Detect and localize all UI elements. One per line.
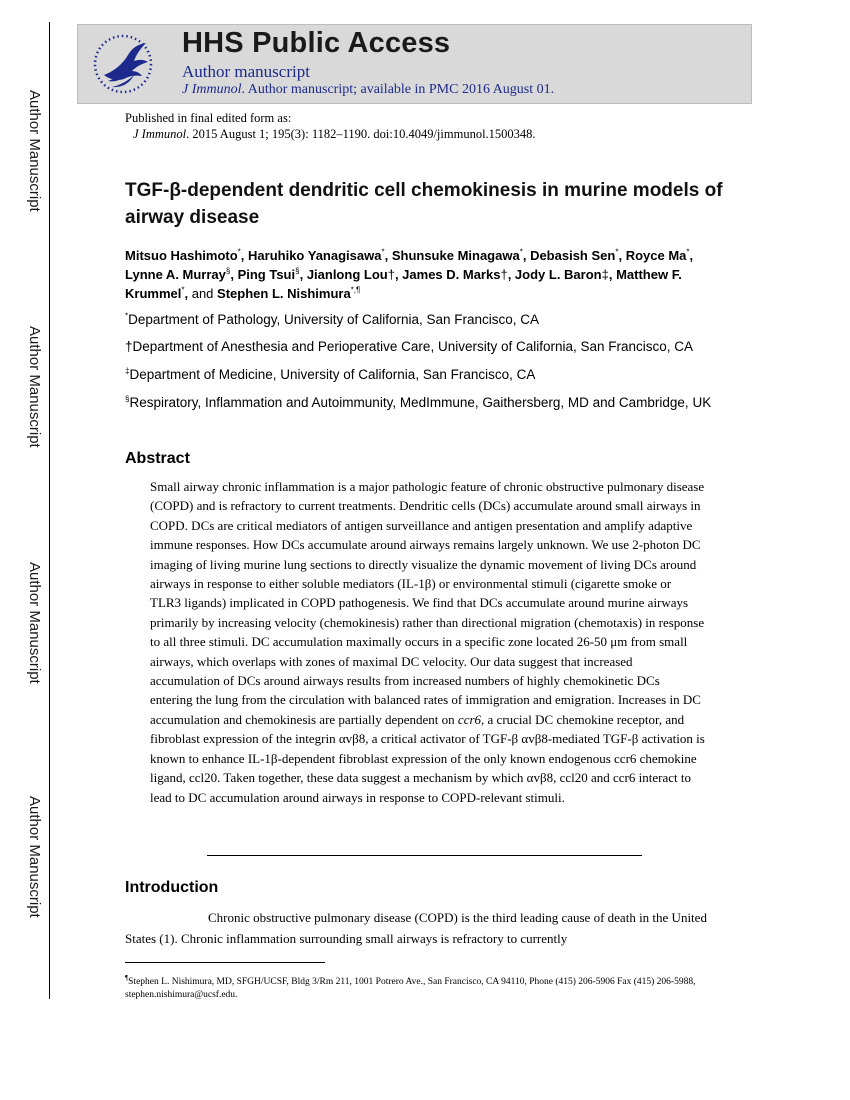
author-list: Mitsuo Hashimoto*, Haruhiko Yanagisawa*, Shunsuke Minagawa*, Debasish Sen*, Royce Ma*, Lynne A. Murray§, Ping Tsui§, Jianlong Lou†, James D. Marks†, Jody L. Baron‡, Matthew F. Krummel*, and Stephen L. Nishimura*,¶ [125,247,694,301]
author-mark: * [381,247,385,257]
abstract-text: , a crucial DC chemokine receptor, and fibroblast expression of the integrin αvβ8, a critical activator of TGF-β αvβ8-mediated TGF-β activation is known to enhance IL-1β-dependent fibroblast expression of the only known endogenous ccr6 chemokine ligand, ccl20. Taken together, these data suggest a mechanism by which αvβ8, ccl20 and ccr6 interact to lead to DC accumulation around airways in response to COPD-relevant stimuli. [150,711,705,805]
citation-text: . 2015 August 1; 195(3): 1182–1190. doi:10.4049/jimmunol.1500348. [186,127,536,141]
author-mark: § [225,266,231,276]
affiliation-text: Department of Pathology, University of California, San Francisco, CA [128,312,540,327]
author-mark: * [615,247,619,257]
availability-line [182,82,554,98]
affiliation [125,310,715,329]
footnote-text: Stephen L. Nishimura, MD, SFGH/UCSF, Bldg 3/Rm 211, 1001 Potrero Ave., San Francisco, CA 94110, Phone (415) 206-5906 Fax (415) 206-5988, stephen.nishimura@ucsf.edu. [125,977,696,1000]
author-name: Ping Tsui [237,267,296,282]
author-mark: ‡ [601,267,609,282]
author-name: Stephen L. Nishimura [217,286,351,301]
author-name: Mitsuo Hashimoto [125,248,238,263]
affiliation-text: Department of Medicine, University of California, San Francisco, CA [129,367,536,382]
author-mark: * [181,285,185,295]
footnote-mark: ¶ [125,973,129,982]
side-label-author-manuscript: Author Manuscript [26,796,43,918]
affiliation [125,337,715,356]
footnote-divider [125,962,325,963]
affiliation [125,393,715,412]
abstract-gene-name: ccr6 [457,711,482,727]
author-name: Jianlong Lou [306,267,388,282]
availability-text: . Author manuscript; available in PMC 2016 August 01. [241,82,555,97]
author-name: Jody L. Baron [514,267,602,282]
affiliation-mark: † [125,339,133,354]
author-name: Royce Ma [625,248,687,263]
author-mark: *,¶ [350,285,361,295]
author-mark: § [295,266,300,276]
author-name: Debasish Sen [530,248,616,263]
affiliation-mark: * [125,311,129,321]
abstract-text: Small airway chronic inflammation is a major pathologic feature of chronic obstructive pulmonary disease (COPD) and is refractory to current treatments. Dendritic cells (DCs) accumulate around small airways in COPD. DCs are critical mediators of antigen surveillance and antigen presentation and amplify adaptive immune responses. How DCs accumulate around airways remains largely unknown. We use 2-photon DC imaging of living murine lung sections to directly visualize the dynamic movement of living DCs around airways in response to either soluble mediators (IL-1β) or environmental stimuli (cigarette smoke or TLR3 ligands) implicated in COPD pathogenesis. We find that DCs accumulate around murine airways primarily by increasing velocity (chemokinesis) rather than directional migration (chemotaxis) in response to all three stimuli. DC accumulation maximally occurs in a specific zone located 26-50 μm from small airways, which overlaps with zones of maximal DC velocity. Our data suggest that increased accumulation of DCs around airways results from increased numbers of highly chemokinetic DCs entering the lung from the circulation with balanced rates of immigration and emigration. Increases in DC accumulation and chemokinesis are partially dependent on [150,479,705,727]
author-name: Lynne A. Murray [125,267,226,282]
hhs-eagle-logo-icon [90,31,160,97]
citation-line [133,127,536,142]
author-mark: † [500,267,508,282]
abstract-heading: Abstract [125,450,190,467]
hhs-title: HHS Public Access [182,27,451,59]
hhs-header [77,24,752,104]
author-name: Shunsuke Minagawa [391,248,520,263]
article-title: TGF-β-dependent dendritic cell chemokinesis in murine models of airway disease [125,180,723,228]
introduction-body: Chronic obstructive pulmonary disease (COPD) is the third leading cause of death in the United States (1). Chronic inflammation surrounding small airways is refractory to currently [125,910,707,946]
affiliation-mark: ‡ [125,366,130,376]
abstract-divider [207,855,642,856]
author-mark: * [686,247,690,257]
affiliation-text: Department of Anesthesia and Perioperative Care, University of California, San Francisco, CA [132,339,694,354]
author-mark: * [519,247,523,257]
author-name: Haruhiko Yanagisawa [248,248,382,263]
margin-divider [49,22,50,999]
affiliation-mark: § [125,394,130,404]
introduction-heading: Introduction [125,879,219,896]
affiliation [125,365,715,384]
side-label-author-manuscript: Author Manuscript [26,326,43,448]
published-label: Published in final edited form as: [125,111,292,125]
correspondence-footnote [125,973,725,1002]
author-name: Matthew F. Krummel [125,267,682,301]
citation-journal: J Immunol [133,127,187,141]
side-label-author-manuscript: Author Manuscript [26,90,43,212]
author-name: James D. Marks [402,267,501,282]
journal-name: J Immunol [182,82,242,97]
affiliation-text: Respiratory, Inflammation and Autoimmunity, MedImmune, Gaithersberg, MD and Cambridge, UK [129,395,712,410]
manuscript-label: Author manuscript [182,62,310,81]
author-mark: † [387,267,395,282]
abstract-body [150,477,705,807]
author-conjunction: and [191,286,214,301]
side-label-author-manuscript: Author Manuscript [26,562,43,684]
author-mark: * [237,247,241,257]
